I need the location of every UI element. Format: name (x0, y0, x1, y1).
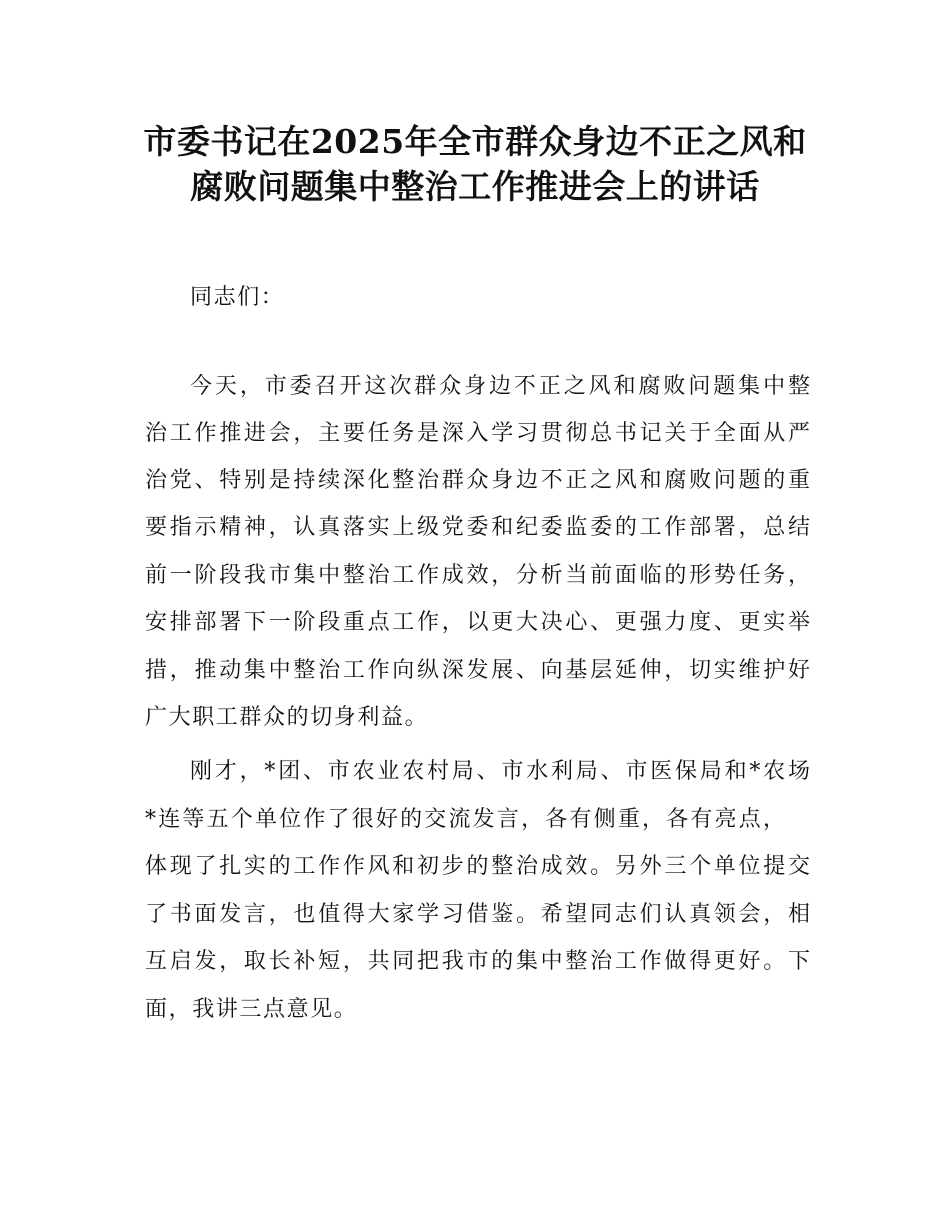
paragraph-line: 今天，市委召开这次群众身边不正之风和腐败问题集中整 (190, 374, 810, 399)
paragraph-line: 安排部署下一阶段重点工作，以更大决心、更强力度、更实举 (145, 610, 810, 635)
paragraph-line: 了书面发言，也值得大家学习借鉴。希望同志们认真领会，相 (145, 902, 810, 927)
paragraph-line: 要指示精神，认真落实上级党委和纪委监委的工作部署，总结 (145, 515, 810, 540)
document-title-line-1: 市委书记在2025年全市群众身边不正之风和 (143, 122, 807, 161)
paragraph-line: 前一阶段我市集中整治工作成效，分析当前面临的形势任务， (145, 563, 810, 588)
paragraph-line: 互启发，取长补短，共同把我市的集中整治工作做得更好。下 (145, 949, 810, 974)
document-title-line-2: 腐败问题集中整治工作推进会上的讲话 (190, 167, 760, 206)
paragraph-line: 广大职工群众的切身利益。 (145, 705, 429, 730)
paragraph-line: 体现了扎实的工作作风和初步的整治成效。另外三个单位提交 (145, 854, 810, 879)
paragraph-line: 治工作推进会，主要任务是深入学习贯彻总书记关于全面从严 (145, 421, 810, 446)
paragraph-line: 措，推动集中整治工作向纵深发展、向基层延伸，切实维护好 (145, 658, 810, 683)
paragraph-line: *连等五个单位作了很好的交流发言，各有侧重，各有亮点， (145, 807, 785, 832)
paragraph-line: 治党、特别是持续深化整治群众身边不正之风和腐败问题的重 (145, 468, 810, 493)
paragraph-line: 面，我讲三点意见。 (145, 997, 358, 1022)
salutation: 同志们： (190, 285, 285, 310)
paragraph-line: 刚才，*团、市农业农村局、市水利局、市医保局和*农场 (190, 759, 810, 784)
